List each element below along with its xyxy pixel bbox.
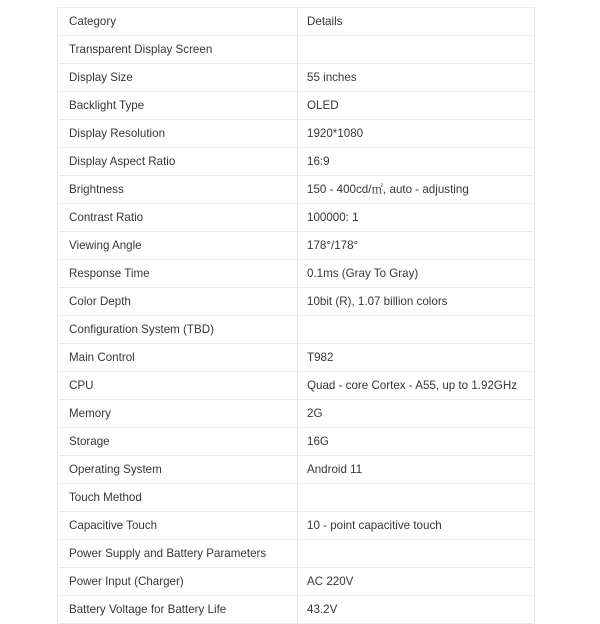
table-row <box>58 288 535 316</box>
cell-details <box>298 484 535 512</box>
table-row <box>58 484 535 512</box>
cell-details: 2G <box>298 400 535 428</box>
cell-category: Memory <box>58 400 298 428</box>
specification-table-container <box>57 7 534 624</box>
cell-details: T982 <box>298 344 535 372</box>
cell-category: CPU <box>58 372 298 400</box>
cell-category: Battery Voltage for Battery Life <box>58 596 298 624</box>
table-row <box>58 316 535 344</box>
cell-category: Touch Method <box>58 484 298 512</box>
cell-details: 16:9 <box>298 148 535 176</box>
cell-category: Main Control <box>58 344 298 372</box>
cell-category: Storage <box>58 428 298 456</box>
cell-category: Power Supply and Battery Parameters <box>58 540 298 568</box>
cell-category: Display Resolution <box>58 120 298 148</box>
table-body <box>58 8 535 624</box>
cell-category: Configuration System (TBD) <box>58 316 298 344</box>
cell-category: Transparent Display Screen <box>58 36 298 64</box>
table-row <box>58 568 535 596</box>
cell-details <box>298 540 535 568</box>
table-header-row <box>58 8 535 36</box>
cell-category: Capacitive Touch <box>58 512 298 540</box>
cell-category: Operating System <box>58 456 298 484</box>
column-header-category: Category <box>58 8 298 36</box>
table-row <box>58 512 535 540</box>
cell-details: 0.1ms (Gray To Gray) <box>298 260 535 288</box>
table-row <box>58 148 535 176</box>
cell-details: 55 inches <box>298 64 535 92</box>
table-row <box>58 344 535 372</box>
cell-details <box>298 36 535 64</box>
cell-category: Brightness <box>58 176 298 204</box>
table-row <box>58 540 535 568</box>
table-row <box>58 92 535 120</box>
cell-details: 100000: 1 <box>298 204 535 232</box>
cell-details: 10bit (R), 1.07 billion colors <box>298 288 535 316</box>
specification-table <box>57 7 535 624</box>
cell-details: 16G <box>298 428 535 456</box>
cell-category: Display Aspect Ratio <box>58 148 298 176</box>
table-row <box>58 428 535 456</box>
table-row <box>58 260 535 288</box>
cell-details: 43.2V <box>298 596 535 624</box>
table-row <box>58 456 535 484</box>
cell-details: 150 - 400cd/㎡, auto - adjusting <box>298 176 535 204</box>
table-row <box>58 204 535 232</box>
cell-details <box>298 316 535 344</box>
cell-details: 10 - point capacitive touch <box>298 512 535 540</box>
cell-details: Android 11 <box>298 456 535 484</box>
cell-category: Contrast Ratio <box>58 204 298 232</box>
column-header-details: Details <box>298 8 535 36</box>
cell-category: Display Size <box>58 64 298 92</box>
cell-details: Quad - core Cortex - A55, up to 1.92GHz <box>298 372 535 400</box>
cell-category: Power Input (Charger) <box>58 568 298 596</box>
table-row <box>58 232 535 260</box>
table-row <box>58 400 535 428</box>
cell-category: Color Depth <box>58 288 298 316</box>
cell-category: Response Time <box>58 260 298 288</box>
cell-category: Viewing Angle <box>58 232 298 260</box>
table-row <box>58 64 535 92</box>
cell-details: OLED <box>298 92 535 120</box>
cell-details: 178°/178° <box>298 232 535 260</box>
cell-category: Backlight Type <box>58 92 298 120</box>
table-row <box>58 36 535 64</box>
cell-details: AC 220V <box>298 568 535 596</box>
table-row <box>58 372 535 400</box>
cell-details: 1920*1080 <box>298 120 535 148</box>
table-row <box>58 176 535 204</box>
table-row <box>58 120 535 148</box>
